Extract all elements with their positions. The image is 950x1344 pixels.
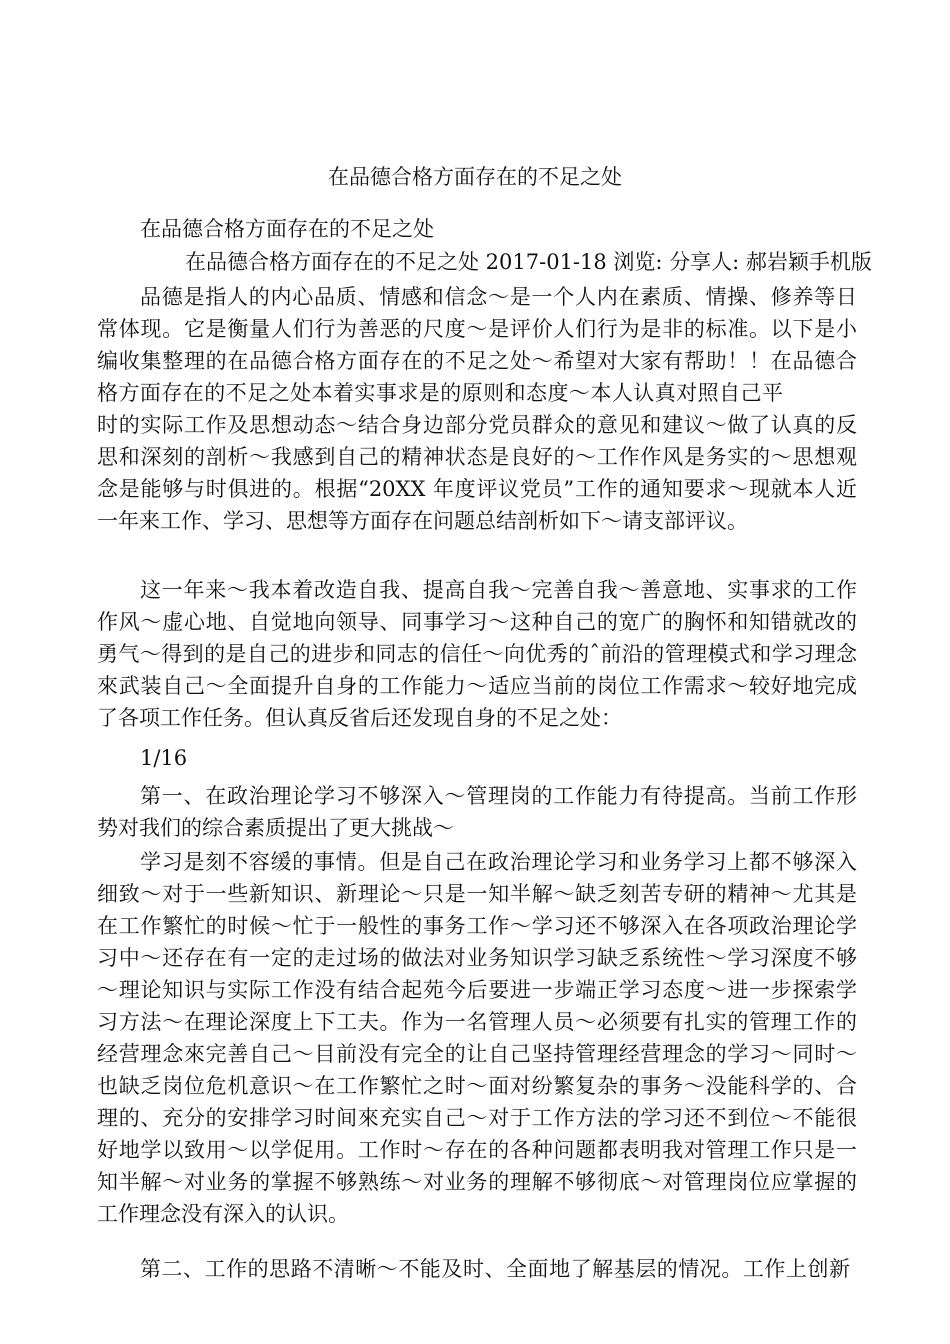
document-title: 在品德合格方面存在的不足之处 bbox=[328, 165, 622, 189]
paragraph-line: 编收集整理的在品德合格方面存在的不足之处～希望对大家有帮助！！在品德合 bbox=[97, 349, 857, 373]
document-meta-line: 在品德合格方面存在的不足之处 2017-01-18 浏览: 分享人: 郝岩颖手机版 bbox=[185, 250, 872, 274]
paragraph-line: 第一、在政治理论学习不够深入～管理岗的工作能力有待提高。当前工作形 bbox=[140, 784, 857, 808]
paragraph-line: 在工作繁忙的时候～忙于一般性的事务工作～学习还不够深入在各项政治理论学 bbox=[97, 914, 857, 938]
paragraph-line: 学习是刻不容缓的事情。但是自己在政治理论学习和业务学习上都不够深入 bbox=[140, 850, 857, 874]
paragraph-line: 习中～还存在有一定的走过场的做法对业务知识学习缺乏系统性～学习深度不够 bbox=[97, 946, 857, 970]
paragraph-line: 來武装自己～全面提升自身的工作能力～适应当前的岗位工作需求～较好地完成 bbox=[97, 674, 857, 698]
paragraph-line: 时的实际工作及思想动态～结合身边部分党员群众的意见和建议～做了认真的反 bbox=[97, 413, 857, 437]
paragraph-line: ～理论知识与实际工作没有结合起苑今后要进一步端正学习态度～进一步探索学 bbox=[97, 978, 857, 1002]
document-subtitle: 在品德合格方面存在的不足之处 bbox=[140, 217, 434, 241]
paragraph-line: 了各项工作任务。但认真反省后还发现自身的不足之处： bbox=[97, 706, 622, 730]
paragraph-line: 念是能够与时俱进的。根据“20XX 年度评议党员”工作的通知要求～现就本人近 bbox=[97, 477, 857, 501]
paragraph-line: 势对我们的综合素质提出了更大挑战～ bbox=[97, 816, 454, 840]
paragraph-line: 习方法～在理论深度上下工夫。作为一名管理人员～必须要有扎实的管理工作的 bbox=[97, 1010, 857, 1034]
paragraph-line: 也缺乏岗位危机意识～在工作繁忙之时～面对纷繁复杂的事务～没能科学的、合 bbox=[97, 1074, 857, 1098]
paragraph-line: 一年来工作、学习、思想等方面存在问题总结剖析如下～请支部评议。 bbox=[97, 509, 748, 533]
paragraph-line: 经营理念來完善自己～目前没有完全的让自己坚持管理经营理念的学习～同时～ bbox=[97, 1042, 857, 1066]
paragraph-line: 思和深刻的剖析～我感到自己的精神状态是良好的～工作作风是务实的～思想观 bbox=[97, 445, 857, 469]
paragraph-line: 好地学以致用～以学促用。工作时～存在的各种问题都表明我对管理工作只是一 bbox=[97, 1138, 857, 1162]
paragraph-line: 工作理念没有深入的认识。 bbox=[97, 1202, 349, 1226]
paragraph-line: 常体现。它是衡量人们行为善恶的尺度～是评价人们行为是非的标准。以下是小 bbox=[97, 317, 857, 341]
paragraph-line: 勇气～得到的是自己的进步和同志的信任～向优秀的ˆ前沿的管理模式和学习理念 bbox=[97, 642, 857, 666]
paragraph-line: 这一年来～我本着改造自我、提高自我～完善自我～善意地、实事求的工作 bbox=[140, 578, 857, 602]
paragraph-line: 作风～虚心地、自觉地向领导、同事学习～这种自己的宽广的胸怀和知错就改的 bbox=[97, 610, 857, 634]
paragraph-line: 格方面存在的不足之处本着实事求是的原则和态度～本人认真对照自己平 bbox=[97, 381, 783, 405]
paragraph-line: 细致～对于一些新知识、新理论～只是一知半解～缺乏刻苦专研的精神～尤其是 bbox=[97, 882, 857, 906]
paragraph-line: 知半解～对业务的掌握不够熟练～对业务的理解不够彻底～对管理岗位应掌握的 bbox=[97, 1170, 857, 1194]
paragraph-line: 第二、工作的思路不清晰～不能及时、全面地了解基层的情况。工作上创新 bbox=[140, 1257, 850, 1281]
paragraph-line: 品德是指人的内心品质、情感和信念～是一个人内在素质、情操、修养等日 bbox=[140, 285, 857, 309]
page-number: 1/16 bbox=[140, 746, 188, 770]
paragraph-line: 理的、充分的安排学习时间來充实自己～对于工作方法的学习还不到位～不能很 bbox=[97, 1106, 857, 1130]
